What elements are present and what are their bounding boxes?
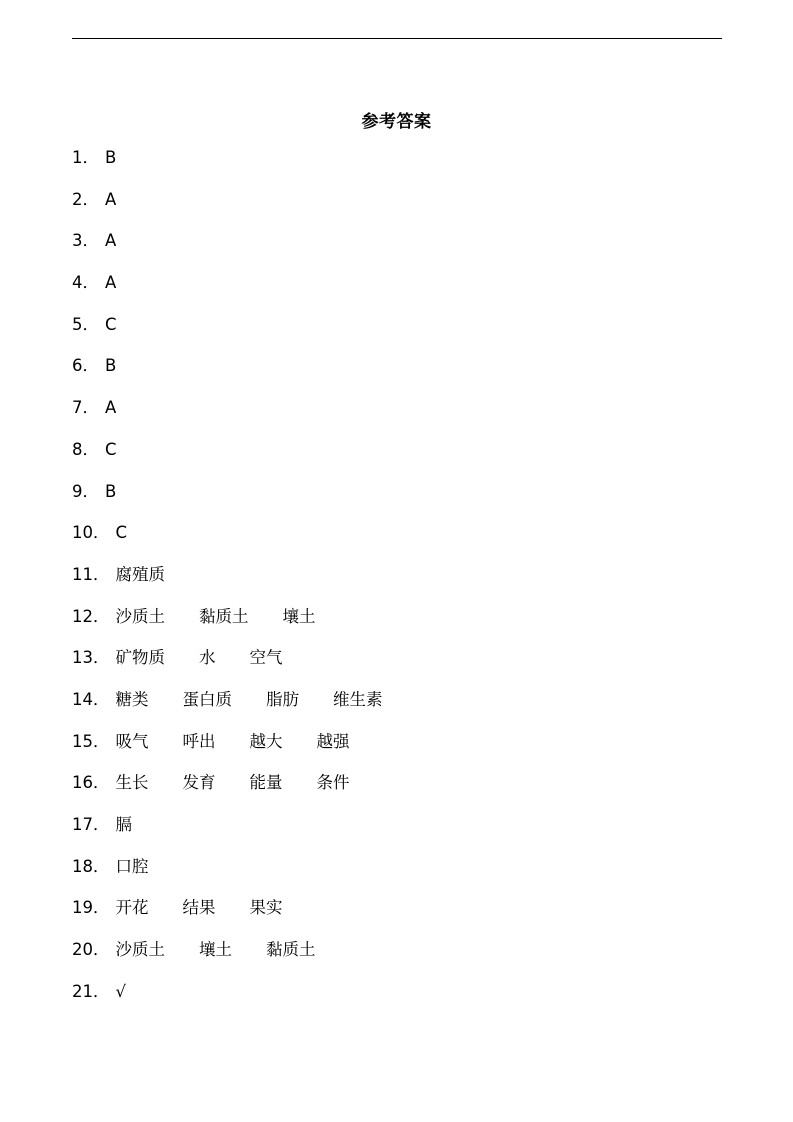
answer-text: 结果	[182, 898, 216, 918]
answer-row	[72, 521, 722, 563]
answer-number: 3．	[72, 231, 99, 251]
answer-number: 18．	[72, 856, 110, 876]
answer-text: B	[105, 356, 117, 376]
answer-text: √	[115, 981, 127, 1001]
answer-number: 17．	[72, 815, 110, 834]
answer-row	[72, 271, 722, 313]
answer-row	[72, 855, 722, 897]
answer-number: 13．	[72, 648, 110, 668]
answer-number: 19．	[72, 898, 110, 918]
answer-text: 膈	[115, 815, 132, 834]
answer-row	[72, 396, 722, 438]
answer-row	[72, 480, 722, 522]
answer-text: 黏质土	[199, 606, 249, 626]
answer-number: 15．	[72, 731, 110, 751]
answer-text: 越强	[316, 731, 350, 751]
answer-number: 6．	[72, 356, 99, 376]
answer-text: B	[105, 481, 117, 501]
answer-text: 越大	[249, 731, 283, 751]
answer-text: 呼出	[182, 731, 216, 751]
answer-row	[72, 438, 722, 480]
answer-text: 水	[199, 648, 216, 668]
answer-text: C	[105, 439, 117, 459]
answer-text: A	[105, 189, 117, 209]
answer-number: 1．	[72, 148, 99, 167]
answer-number: 20．	[72, 940, 110, 960]
answer-text: 空气	[249, 648, 283, 668]
answer-row	[72, 813, 722, 855]
answer-text: 发育	[182, 773, 216, 793]
answer-text: C	[115, 523, 128, 543]
answer-text: 脂肪	[266, 689, 299, 709]
answer-row	[72, 771, 722, 813]
answer-text: 蛋白质	[182, 689, 232, 709]
answer-text: 黏质土	[266, 940, 316, 960]
answer-number: 4．	[72, 273, 99, 293]
answer-text: 条件	[316, 773, 350, 793]
answer-text: 腐殖质	[115, 564, 165, 584]
answer-text: 维生素	[333, 689, 383, 709]
answer-text: 沙质土	[115, 606, 165, 626]
answer-row	[72, 896, 722, 938]
answer-row	[72, 354, 722, 396]
answer-row	[72, 980, 722, 1022]
answer-number: 16．	[72, 773, 110, 793]
answer-row	[72, 688, 722, 730]
answer-row	[72, 313, 722, 355]
answer-row	[72, 229, 722, 271]
answer-number: 10．	[72, 523, 110, 543]
answer-text: 吸气	[115, 731, 149, 751]
answer-text: 沙质土	[115, 940, 165, 960]
answer-row	[72, 563, 722, 605]
answer-number: 21．	[72, 981, 110, 1001]
answer-row	[72, 188, 722, 230]
answer-text: 果实	[249, 898, 283, 918]
answer-row	[72, 938, 722, 980]
answer-row	[72, 730, 722, 772]
answer-number: 14．	[72, 689, 110, 709]
answer-row	[72, 605, 722, 647]
answer-list	[72, 146, 722, 1021]
answer-number: 5．	[72, 314, 99, 334]
answer-text: 壤土	[199, 940, 232, 960]
answer-row	[72, 146, 722, 188]
answer-text: 糖类	[115, 689, 149, 709]
answer-text: 壤土	[282, 606, 316, 626]
answer-text: 矿物质	[115, 648, 165, 668]
answer-text: 口腔	[115, 856, 149, 876]
answer-text: 开花	[115, 898, 149, 918]
answer-number: 8．	[72, 439, 99, 459]
page-title: 参考答案	[361, 112, 432, 132]
answer-number: 9．	[72, 481, 99, 501]
answer-text: A	[105, 231, 117, 251]
answer-number: 2．	[72, 189, 99, 209]
answer-text: C	[105, 314, 117, 334]
answer-number: 7．	[72, 398, 99, 418]
answer-row	[72, 646, 722, 688]
answer-number: 12．	[72, 606, 110, 626]
header-rule	[72, 38, 722, 39]
answer-number: 11．	[72, 564, 110, 584]
answer-text: 能量	[249, 773, 283, 793]
answer-text: B	[105, 148, 117, 167]
answer-text: 生长	[115, 773, 149, 793]
answer-text: A	[105, 273, 117, 293]
answer-text: A	[105, 398, 117, 418]
